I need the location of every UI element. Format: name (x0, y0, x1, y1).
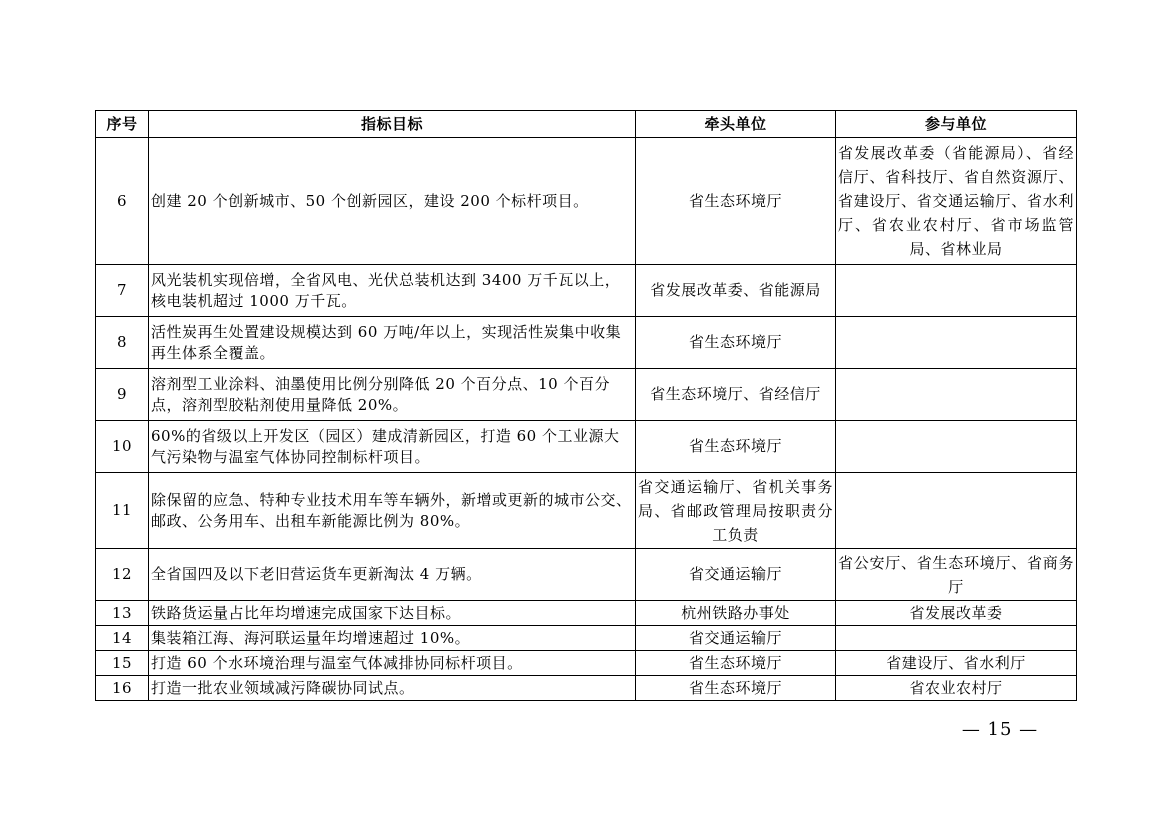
row-target: 创建 20 个创新城市、50 个创新园区，建设 200 个标杆项目。 (149, 138, 636, 265)
row-lead-unit: 省交通运输厅 (636, 626, 836, 651)
row-target: 打造 60 个水环境治理与温室气体减排协同标杆项目。 (149, 651, 636, 676)
row-target: 打造一批农业领域减污降碳协同试点。 (149, 676, 636, 701)
row-participant-units (836, 265, 1077, 317)
page-number: — 15 — (961, 719, 1039, 740)
row-participant-units (836, 369, 1077, 421)
row-lead-unit: 省生态环境厅 (636, 421, 836, 473)
row-target: 活性炭再生处置建设规模达到 60 万吨/年以上，实现活性炭集中收集再生体系全覆盖。 (149, 317, 636, 369)
row-lead-unit: 省生态环境厅、省经信厅 (636, 369, 836, 421)
table-row (96, 369, 1077, 421)
row-lead-unit: 杭州铁路办事处 (636, 601, 836, 626)
table-row (96, 651, 1077, 676)
row-lead-unit: 省发展改革委、省能源局 (636, 265, 836, 317)
row-lead-unit: 省生态环境厅 (636, 317, 836, 369)
table-row (96, 549, 1077, 601)
table-row (96, 138, 1077, 265)
row-number: 6 (96, 138, 149, 265)
header-target: 指标目标 (149, 111, 636, 138)
table-row (96, 421, 1077, 473)
row-target: 集装箱江海、海河联运量年均增速超过 10%。 (149, 626, 636, 651)
row-target: 溶剂型工业涂料、油墨使用比例分别降低 20 个百分点、10 个百分点，溶剂型胶粘剂使用量降低 20%。 (149, 369, 636, 421)
row-participant-units: 省发展改革委（省能源局）、省经信厅、省科技厅、省自然资源厅、省建设厅、省交通运输厅、省水利厅、省农业农村厅、省市场监管局、省林业局 (836, 138, 1077, 265)
row-participant-units: 省农业农村厅 (836, 676, 1077, 701)
row-participant-units (836, 626, 1077, 651)
row-target: 铁路货运量占比年均增速完成国家下达目标。 (149, 601, 636, 626)
row-participant-units (836, 421, 1077, 473)
header-lead: 牵头单位 (636, 111, 836, 138)
row-number: 7 (96, 265, 149, 317)
row-lead-unit: 省生态环境厅 (636, 676, 836, 701)
row-participant-units: 省发展改革委 (836, 601, 1077, 626)
row-participant-units: 省建设厅、省水利厅 (836, 651, 1077, 676)
row-number: 11 (96, 473, 149, 549)
row-number: 10 (96, 421, 149, 473)
row-participant-units (836, 473, 1077, 549)
table-row (96, 676, 1077, 701)
table-header-row (96, 111, 1077, 138)
row-target: 60%的省级以上开发区（园区）建成清新园区，打造 60 个工业源大气污染物与温室气体协同控制标杆项目。 (149, 421, 636, 473)
table-row (96, 601, 1077, 626)
row-participant-units: 省公安厅、省生态环境厅、省商务厅 (836, 549, 1077, 601)
row-target: 风光装机实现倍增，全省风电、光伏总装机达到 3400 万千瓦以上，核电装机超过 1000 万千瓦。 (149, 265, 636, 317)
row-number: 14 (96, 626, 149, 651)
row-number: 13 (96, 601, 149, 626)
row-number: 8 (96, 317, 149, 369)
row-number: 9 (96, 369, 149, 421)
row-lead-unit: 省生态环境厅 (636, 138, 836, 265)
table-row (96, 473, 1077, 549)
table-row (96, 265, 1077, 317)
header-no: 序号 (96, 111, 149, 138)
table-row (96, 626, 1077, 651)
table-row (96, 317, 1077, 369)
indicator-table (95, 110, 1077, 701)
row-participant-units (836, 317, 1077, 369)
row-lead-unit: 省交通运输厅、省机关事务局、省邮政管理局按职责分工负责 (636, 473, 836, 549)
row-target: 除保留的应急、特种专业技术用车等车辆外，新增或更新的城市公交、邮政、公务用车、出租车新能源比例为 80%。 (149, 473, 636, 549)
row-lead-unit: 省生态环境厅 (636, 651, 836, 676)
row-target: 全省国四及以下老旧营运货车更新淘汰 4 万辆。 (149, 549, 636, 601)
header-participants: 参与单位 (836, 111, 1077, 138)
row-number: 15 (96, 651, 149, 676)
row-number: 16 (96, 676, 149, 701)
row-number: 12 (96, 549, 149, 601)
row-lead-unit: 省交通运输厅 (636, 549, 836, 601)
